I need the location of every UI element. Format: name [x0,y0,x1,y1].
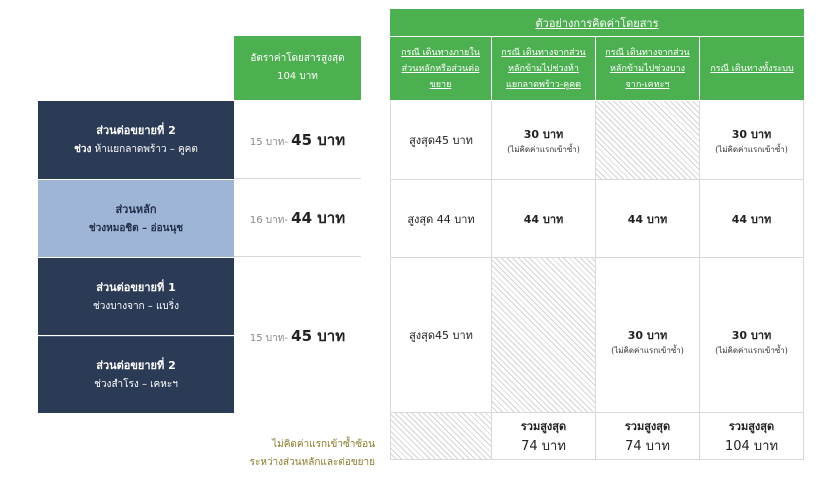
rate-ext-dash: - [284,332,288,344]
rate-ext2-north-high: 45 บาท [291,130,346,149]
case-header-1-l3: ขยาย [429,79,452,90]
segment-ext2-north-title: ส่วนต่อขยายที่ 2 [96,124,176,137]
total-c4 [700,413,804,460]
case-header-1-l1: กรณี เดินทางภายใน [401,47,480,58]
r2-c1-text: สูงสุด 44 บาท [407,212,475,226]
r3-c1 [390,258,492,413]
case-header-2[interactable] [492,37,596,100]
segment-main [38,180,234,257]
case-header-3-l1: กรณี เดินทางจากส่วน [605,47,690,58]
total-c3-value: 74 บาท [625,438,670,454]
r3-c3-main: 30 บาท [627,328,668,342]
total-c3 [596,413,700,460]
segment-main-sub: ช่วงหมอชิต – อ่อนนุช [88,222,184,234]
footnote [210,436,375,476]
rate-main [234,180,361,257]
footnote-line2: ระหว่างส่วนหลักและต่อขยาย [249,457,375,468]
case-header-2-l2: หลักข้ามไปช่วงห้า [508,63,579,74]
example-title [390,9,804,36]
r3-c3-note: (ไม่คิดค่าแรกเข้าซ้ำ) [611,345,684,355]
case-header-2-l1: กรณี เดินทางจากส่วน [501,47,586,58]
r1-c3-empty [596,101,700,180]
segment-main-title: ส่วนหลัก [115,202,157,216]
r3-c2-empty [492,258,596,413]
r2-c3 [596,180,700,258]
total-c4-value: 104 บาท [724,438,779,454]
rate-ext2-north-low: 15 บาท [249,136,285,148]
rate-ext2-north-dash: - [284,136,288,148]
case-header-3[interactable] [596,37,700,100]
r1-c4-note: (ไม่คิดค่าแรกเข้าซ้ำ) [715,144,788,154]
segment-ext2-north-sub: ห้าแยกลาดพร้าว – คูคต [94,144,198,155]
segment-ext2-south [38,336,234,413]
total-c2-label: รวมสูงสุด [520,419,567,433]
r2-c3-text: 44 บาท [627,212,668,226]
r1-c4-main: 30 บาท [731,127,772,141]
fare-header [234,36,361,100]
r1-c2 [492,101,596,180]
r2-c4 [700,180,804,258]
r3-c4-main: 30 บาท [731,328,772,342]
fare-header-line1: อัตราค่าโดยสารสูงสุด [250,53,345,64]
r3-c4-note: (ไม่คิดค่าแรกเข้าซ้ำ) [715,345,788,355]
rate-ext [234,258,361,413]
segment-ext2-south-title: ส่วนต่อขยายที่ 2 [96,359,176,372]
r2-c1 [390,180,492,258]
segment-ext2-north [38,101,234,179]
r1-c2-note: (ไม่คิดค่าแรกเข้าซ้ำ) [507,144,580,154]
total-c2 [492,413,596,460]
r1-c1 [390,101,492,180]
segment-ext1 [38,258,234,335]
segment-ext1-sub: ช่วงบางจาก – แบริ่ง [92,300,180,312]
r1-c1-text: สูงสุด45 บาท [409,134,473,147]
r2-c2 [492,180,596,258]
rate-ext-low: 15 บาท [249,332,285,344]
case-header-4-l1: กรณี เดินทางทั้งระบบ [710,63,794,74]
case-header-3-l3: จาก-เคหะฯ [625,79,670,90]
rate-main-low: 16 บาท [249,215,285,226]
r3-c4 [700,258,804,413]
r3-c1-text: สูงสุด45 บาท [409,329,473,342]
segment-ext2-north-prefix: ช่วง [74,144,92,155]
total-c2-value: 74 บาท [521,438,566,454]
r2-c2-text: 44 บาท [523,212,564,226]
rate-main-high: 44 บาท [291,209,346,227]
fare-header-line2: 104 บาท [277,71,318,82]
case-header-3-l2: หลักข้ามไปช่วงบาง [610,63,685,74]
rate-ext-high: 45 บาท [291,326,346,345]
rate-main-dash: - [284,215,288,226]
case-header-1[interactable] [390,37,492,100]
r3-c3 [596,258,700,413]
r2-c4-text: 44 บาท [731,212,772,226]
case-header-1-l2: ส่วนหลักหรือส่วนต่อ [401,63,480,74]
case-header-4[interactable] [700,37,804,100]
total-c3-label: รวมสูงสุด [624,419,671,433]
case-header-2-l3: แยกลาดพร้าว-คูคต [506,79,581,90]
segment-ext2-south-sub: ช่วงสำโรง – เคหะฯ [94,379,178,390]
footnote-line1: ไม่คิดค่าแรกเข้าซ้ำซ้อน [272,439,375,450]
rate-ext2-north [234,101,361,179]
segment-ext1-title: ส่วนต่อขยายที่ 1 [96,280,176,294]
total-c1-empty [390,413,492,460]
r1-c4 [700,101,804,180]
r1-c2-main: 30 บาท [523,127,564,141]
example-title-text: ตัวอย่างการคิดค่าโดยสาร [535,16,659,30]
total-c4-label: รวมสูงสุด [728,419,775,433]
